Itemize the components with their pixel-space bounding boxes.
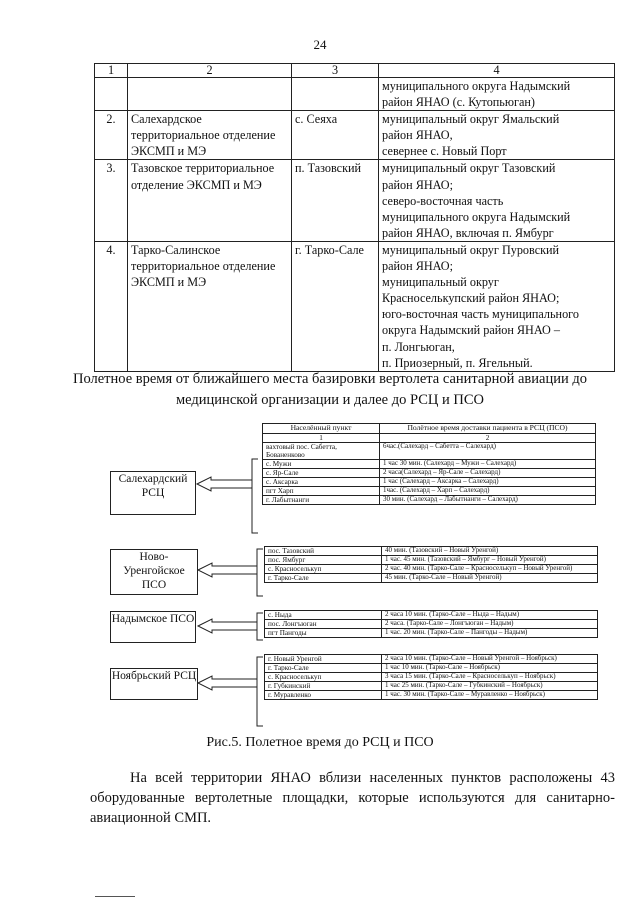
area-line: Красноселькупский район ЯНАО; bbox=[382, 291, 560, 306]
time-cell: 2 час. 40 мин. (Тарко-Сале – Красноселькуп – Новый Уренгой) bbox=[382, 565, 598, 574]
place-cell: пос. Тазовский bbox=[265, 547, 382, 556]
department-cell: Тазовское территориальное отделение ЭКСМП и МЭ bbox=[128, 160, 292, 241]
column-number: 2 bbox=[380, 433, 596, 442]
area-line: район ЯНАО, bbox=[382, 128, 453, 143]
time-cell: 1 час. 45 мин. (Тазовский – Ямбург – Новый Уренгой) bbox=[382, 556, 598, 565]
area-line: район ЯНАО (с. Кутопьюган) bbox=[382, 95, 535, 110]
group-bracket bbox=[257, 549, 263, 596]
place-cell: г. Лабытнанги bbox=[263, 495, 380, 504]
arrow-icon bbox=[198, 676, 257, 690]
place-cell: г. Губкинский bbox=[265, 682, 382, 691]
diagram-row bbox=[263, 459, 596, 468]
place-cell: с. Красноселькуп bbox=[265, 565, 382, 574]
group-bracket bbox=[257, 657, 263, 726]
location-cell: п. Тазовский bbox=[292, 160, 379, 241]
row-number: 3. bbox=[95, 160, 128, 241]
footer-rule bbox=[95, 896, 135, 897]
area-line: юго-восточная часть муниципального bbox=[382, 307, 579, 322]
body-paragraph bbox=[90, 768, 615, 828]
place-cell: г. Муравленко bbox=[265, 691, 382, 700]
page-number: 24 bbox=[313, 37, 327, 52]
time-cell: 1 час 30 мин. (Салехард – Мужи – Салехард) bbox=[380, 459, 596, 468]
area-line: район ЯНАО; bbox=[382, 177, 453, 192]
diagram-row bbox=[265, 574, 598, 583]
area-line: п. Приозерный, п. Ягельный. bbox=[382, 355, 533, 370]
time-header: Полётное время доставки пациента в РСЦ (ПСО) bbox=[380, 424, 596, 434]
place-cell: г. Тарко-Сале bbox=[265, 574, 382, 583]
place-cell: с. Ныда bbox=[265, 611, 382, 620]
place-cell: с. Яр-Сале bbox=[263, 468, 380, 477]
row-number: 2. bbox=[95, 111, 128, 160]
caption-title: Полетное время от ближайшего места базировки вертолета санитарной авиации до медицинской организации и далее до РСЦ и ПСО bbox=[72, 371, 588, 408]
area-line: муниципального округа Надымский bbox=[382, 79, 571, 93]
area-line: п. Лонгьюган, bbox=[382, 339, 455, 354]
area-line: северо-восточная часть bbox=[382, 193, 504, 208]
time-cell: 6час.(Салехард – Сабетта – Салехард) bbox=[380, 442, 596, 459]
nadym-table bbox=[264, 610, 598, 638]
place-cell: г. Новый Уренгой bbox=[265, 655, 382, 664]
area-line: муниципальный округ Пуровский bbox=[382, 242, 560, 257]
center-box-noyabrsk: Ноябрьский РСЦ bbox=[110, 668, 198, 700]
place-cell: с. Аксарка bbox=[263, 477, 380, 486]
time-cell: 2 часа. (Тарко-Сале – Лонгъюган – Надым) bbox=[382, 620, 598, 629]
department-cell: Тарко-Салинское территориальное отделение ЭКСМП и МЭ bbox=[128, 241, 292, 371]
location-cell: с. Сеяха bbox=[292, 111, 379, 160]
diagram-header-row bbox=[263, 424, 596, 434]
place-cell: г. Тарко-Сале bbox=[265, 664, 382, 673]
center-box-salekhard: Салехардский РСЦ bbox=[110, 471, 196, 515]
diagram-row bbox=[265, 691, 598, 700]
area-line: муниципальный округ bbox=[382, 275, 499, 290]
time-cell: 1 час. 20 мин. (Тарко-Сале – Пангоды – Надым) bbox=[382, 629, 598, 638]
diagram-row bbox=[263, 495, 596, 504]
time-cell: 3 часа 15 мин. (Тарко-Сале – Красноселькуп – Ноябрьск) bbox=[382, 673, 598, 682]
time-cell: 1 час 10 мин. (Тарко-Сале – Ноябрьск) bbox=[382, 664, 598, 673]
place-cell: пгт Харп bbox=[263, 486, 380, 495]
place-header: Населённый пункт bbox=[263, 424, 380, 434]
place-cell: с. Красноселькуп bbox=[265, 673, 382, 682]
body-text: На всей территории ЯНАО вблизи населенных пунктов расположены 43 оборудованные вертолетные площадки, которые используются для санитарно-авиационной СМП. bbox=[90, 770, 615, 826]
time-cell: 45 мин. (Тарко-Сале – Новый Уренгой) bbox=[382, 574, 598, 583]
group-bracket bbox=[257, 613, 263, 640]
arrow-icon bbox=[197, 477, 252, 491]
area-line: муниципального округа Надымский bbox=[382, 209, 571, 224]
figure-caption: Рис.5. Полетное время до РСЦ и ПСО bbox=[206, 735, 434, 750]
place-cell: с. Мужи bbox=[263, 459, 380, 468]
table-header-cell: 4 bbox=[379, 64, 615, 78]
noyabrsk-table bbox=[264, 654, 598, 700]
area-line: муниципальный округ Тазовский bbox=[382, 161, 556, 176]
place-cell: пос. Ямбург bbox=[265, 556, 382, 565]
time-cell: 1 час (Салехард – Аксарка – Салехард) bbox=[380, 477, 596, 486]
table-header-cell: 2 bbox=[128, 64, 292, 78]
diagram-number-row bbox=[263, 433, 596, 442]
table-header-cell: 3 bbox=[292, 64, 379, 78]
time-cell: 2 часа 10 мин. (Тарко-Сале – Новый Уренгой – Ноябрьск) bbox=[382, 655, 598, 664]
diagram-row bbox=[263, 442, 596, 459]
group-bracket bbox=[252, 459, 258, 533]
area-line: севернее с. Новый Порт bbox=[382, 144, 507, 159]
place-cell: вахтовый пос. Сабетта, Бованенково bbox=[263, 442, 380, 459]
novo-urengoy-table bbox=[264, 546, 598, 583]
area-line: округа Надымский район ЯНАО – bbox=[382, 323, 560, 338]
diagram-row bbox=[263, 468, 596, 477]
time-cell: 1 час. 30 мин. (Тарко-Сале – Муравленко – Ноябрьск) bbox=[382, 691, 598, 700]
time-cell: 30 мин. (Салехард – Лабытнанги – Салехард) bbox=[380, 495, 596, 504]
area-line: район ЯНАО; bbox=[382, 259, 453, 274]
area-line: муниципальный округ Ямальский bbox=[382, 112, 560, 127]
time-cell: 1 час 25 мин. (Тарко-Сале – Губкинский – Ноябрьск) bbox=[382, 682, 598, 691]
time-cell: 2 часа(Салехард – Яр-Сале – Салехард) bbox=[380, 468, 596, 477]
column-number: 1 bbox=[263, 433, 380, 442]
time-cell: 1час. (Салехард – Харп – Салехард) bbox=[380, 486, 596, 495]
place-cell: пос. Лонгъюган bbox=[265, 620, 382, 629]
center-box-novo-urengoy: Ново-Уренгойское ПСО bbox=[110, 549, 198, 595]
salekhard-table bbox=[262, 423, 596, 505]
row-number: 4. bbox=[95, 241, 128, 371]
diagram-row bbox=[265, 629, 598, 638]
arrow-icon bbox=[198, 563, 257, 577]
arrow-icon bbox=[198, 619, 257, 633]
center-box-nadym: Надымское ПСО bbox=[110, 611, 196, 643]
time-cell: 40 мин. (Тазовский – Новый Уренгой) bbox=[382, 547, 598, 556]
table-header-cell: 1 bbox=[95, 64, 128, 78]
location-cell: г. Тарко-Сале bbox=[292, 241, 379, 371]
place-cell: пгт Пангоды bbox=[265, 629, 382, 638]
area-line: район ЯНАО, включая п. Ямбург bbox=[382, 225, 554, 240]
time-cell: 2 часа 10 мин. (Тарко-Сале – Ныда – Надым) bbox=[382, 611, 598, 620]
department-cell: Салехардское территориальное отделение ЭКСМП и МЭ bbox=[128, 111, 292, 160]
